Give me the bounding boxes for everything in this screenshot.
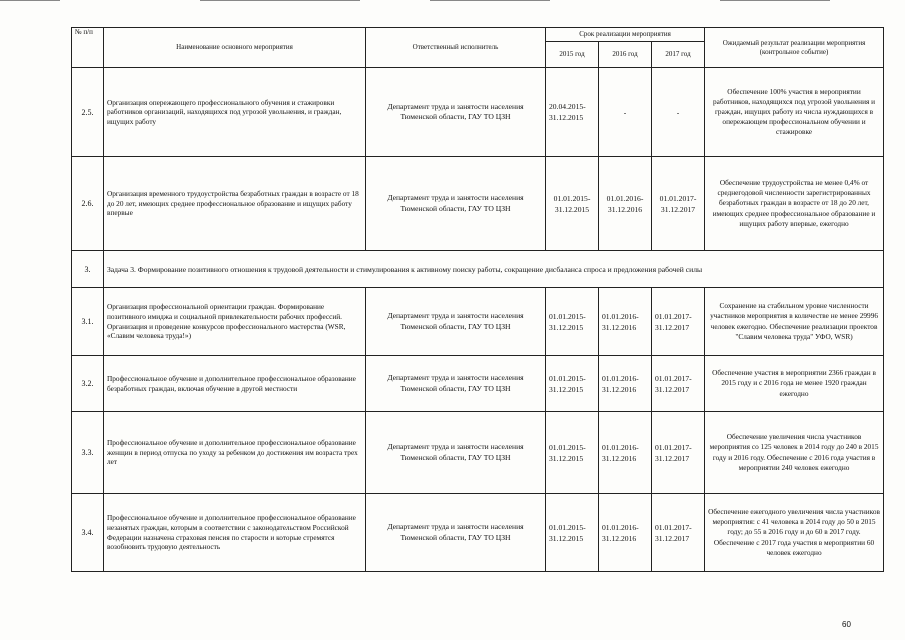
responsible-executor: Департамент труда и занятости населения Тюменской области, ГАУ ТО ЦЗН [366,68,546,157]
header-num: № п/п [72,28,104,68]
table-row [72,157,884,251]
measure-name: Профессиональное обучение и дополнительное профессиональное образование женщин в период отпуска по уходу за ребенком до достижения им возраста трех лет [104,412,366,494]
period-2016: 01.01.2016-31.12.2016 [599,157,652,251]
row-number: 3.3. [72,412,104,494]
period-2016: 01.01.2016-31.12.2016 [599,356,652,412]
period-2017: 01.01.2017-31.12.2017 [652,288,705,356]
period-2016: 01.01.2016-31.12.2016 [599,494,652,572]
period-2016: - [599,68,652,157]
row-number: 3.4. [72,494,104,572]
header-year-2015: 2015 год [546,42,599,68]
scan-edge-line [720,0,830,1]
period-2015: 01.01.2015-31.12.2015 [546,494,599,572]
header-name: Наименование основного мероприятия [104,28,366,68]
expected-result: Сохранение на стабильном уровне численности участников мероприятия в количестве не менее 29996 человек ежегодно. Обеспечение реализации проектов "Славим человека труда" УФО, WSR) [705,288,884,356]
task-row [72,251,884,288]
period-2017: 01.01.2017-31.12.2017 [652,157,705,251]
header-result: Ожидаемый результат реализации мероприятия (контрольное событие) [705,28,884,68]
row-number: 3.1. [72,288,104,356]
period-2015: 20.04.2015-31.12.2015 [546,68,599,157]
expected-result: Обеспечение 100% участия в мероприятии работников, находящихся под угрозой увольнения и граждан, ищущих работу из числа нуждающихся в опережающем профессиональном обучении и стажировке [705,68,884,157]
responsible-executor: Департамент труда и занятости населения Тюменской области, ГАУ ТО ЦЗН [366,494,546,572]
responsible-executor: Департамент труда и занятости населения Тюменской области, ГАУ ТО ЦЗН [366,356,546,412]
expected-result: Обеспечение участия в мероприятии 2366 граждан в 2015 году и с 2016 года не менее 1920 граждан ежегодно [705,356,884,412]
table-row [72,494,884,572]
table-row [72,412,884,494]
expected-result: Обеспечение увеличения числа участников мероприятия со 125 человек в 2014 году до 240 в 2015 году и 2016 году. Обеспечение с 2016 года участия в мероприятии 240 человек ежегодно [705,412,884,494]
header-year-2016: 2016 год [599,42,652,68]
period-2015: 01.01.2015-31.12.2015 [546,356,599,412]
row-number: 3.2. [72,356,104,412]
row-number: 2.6. [72,157,104,251]
measure-name: Организация временного трудоустройства безработных граждан в возрасте от 18 до 20 лет, имеющих среднее профессиональное образование и ищущих работу впервые [104,157,366,251]
expected-result: Обеспечение трудоустройства не менее 0,4% от среднегодовой численности зарегистрированных безработных граждан в возрасте от 18 до 20 лет, имеющих среднее профессиональное образование и ищущих работу впервые, ежегодно [705,157,884,251]
period-2015: 01.01.2015-31.12.2015 [546,288,599,356]
measure-name: Профессиональное обучение и дополнительное профессиональное образование безработных граждан, включая обучение в другой местности [104,356,366,412]
table-row [72,68,884,157]
period-2017: 01.01.2017-31.12.2017 [652,412,705,494]
scan-edge-line [430,0,550,1]
period-2016: 01.01.2016-31.12.2016 [599,412,652,494]
measure-name: Организация опережающего профессионального обучения и стажировки работников организаций, находящихся под угрозой увольнения, и граждан, ищущих работу [104,68,366,157]
period-2017: 01.01.2017-31.12.2017 [652,494,705,572]
responsible-executor: Департамент труда и занятости населения Тюменской области, ГАУ ТО ЦЗН [366,157,546,251]
period-2017: - [652,68,705,157]
expected-result: Обеспечение ежегодного увеличения числа участников мероприятия: с 41 человека в 2014 году до 50 в 2015 году; до 55 в 2016 году и до 60 в 2017 году. Обеспечение с 2017 года участия в мероприятии 60 человек ежегодно [705,494,884,572]
period-2016: 01.01.2016-31.12.2016 [599,288,652,356]
scan-edge-line [200,0,360,1]
responsible-executor: Департамент труда и занятости населения Тюменской области, ГАУ ТО ЦЗН [366,412,546,494]
header-row [72,28,884,42]
period-2015: 01.01.2015-31.12.2015 [546,412,599,494]
measure-name: Организация профессиональной ориентации граждан. Формирование позитивного имиджа и социальной привлекательности рабочих профессий. Организация и проведение конкурсов профессионального мастерства (WSR, «Славим человека труда!») [104,288,366,356]
header-period: Срок реализации мероприятия [546,28,705,42]
table-row [72,356,884,412]
program-measures-table [71,27,884,572]
task-title: Задача 3. Формирование позитивного отношения к трудовой деятельности и стимулирования к активному поиску работы, сокращение дисбаланса спроса и предложения рабочей силы [104,251,884,288]
period-2017: 01.01.2017-31.12.2017 [652,356,705,412]
scan-edge-line [0,0,60,1]
period-2015: 01.01.2015-31.12.2015 [546,157,599,251]
page-number: 60 [842,620,851,629]
task-number: 3. [72,251,104,288]
row-number: 2.5. [72,68,104,157]
responsible-executor: Департамент труда и занятости населения Тюменской области, ГАУ ТО ЦЗН [366,288,546,356]
measure-name: Профессиональное обучение и дополнительное профессиональное образование незанятых граждан, которым в соответствии с законодательством Российской Федерации назначена страховая пенсия по старости и которые стремятся возобновить трудовую деятельность [104,494,366,572]
table-row [72,288,884,356]
header-year-2017: 2017 год [652,42,705,68]
header-executor: Ответственный исполнитель [366,28,546,68]
